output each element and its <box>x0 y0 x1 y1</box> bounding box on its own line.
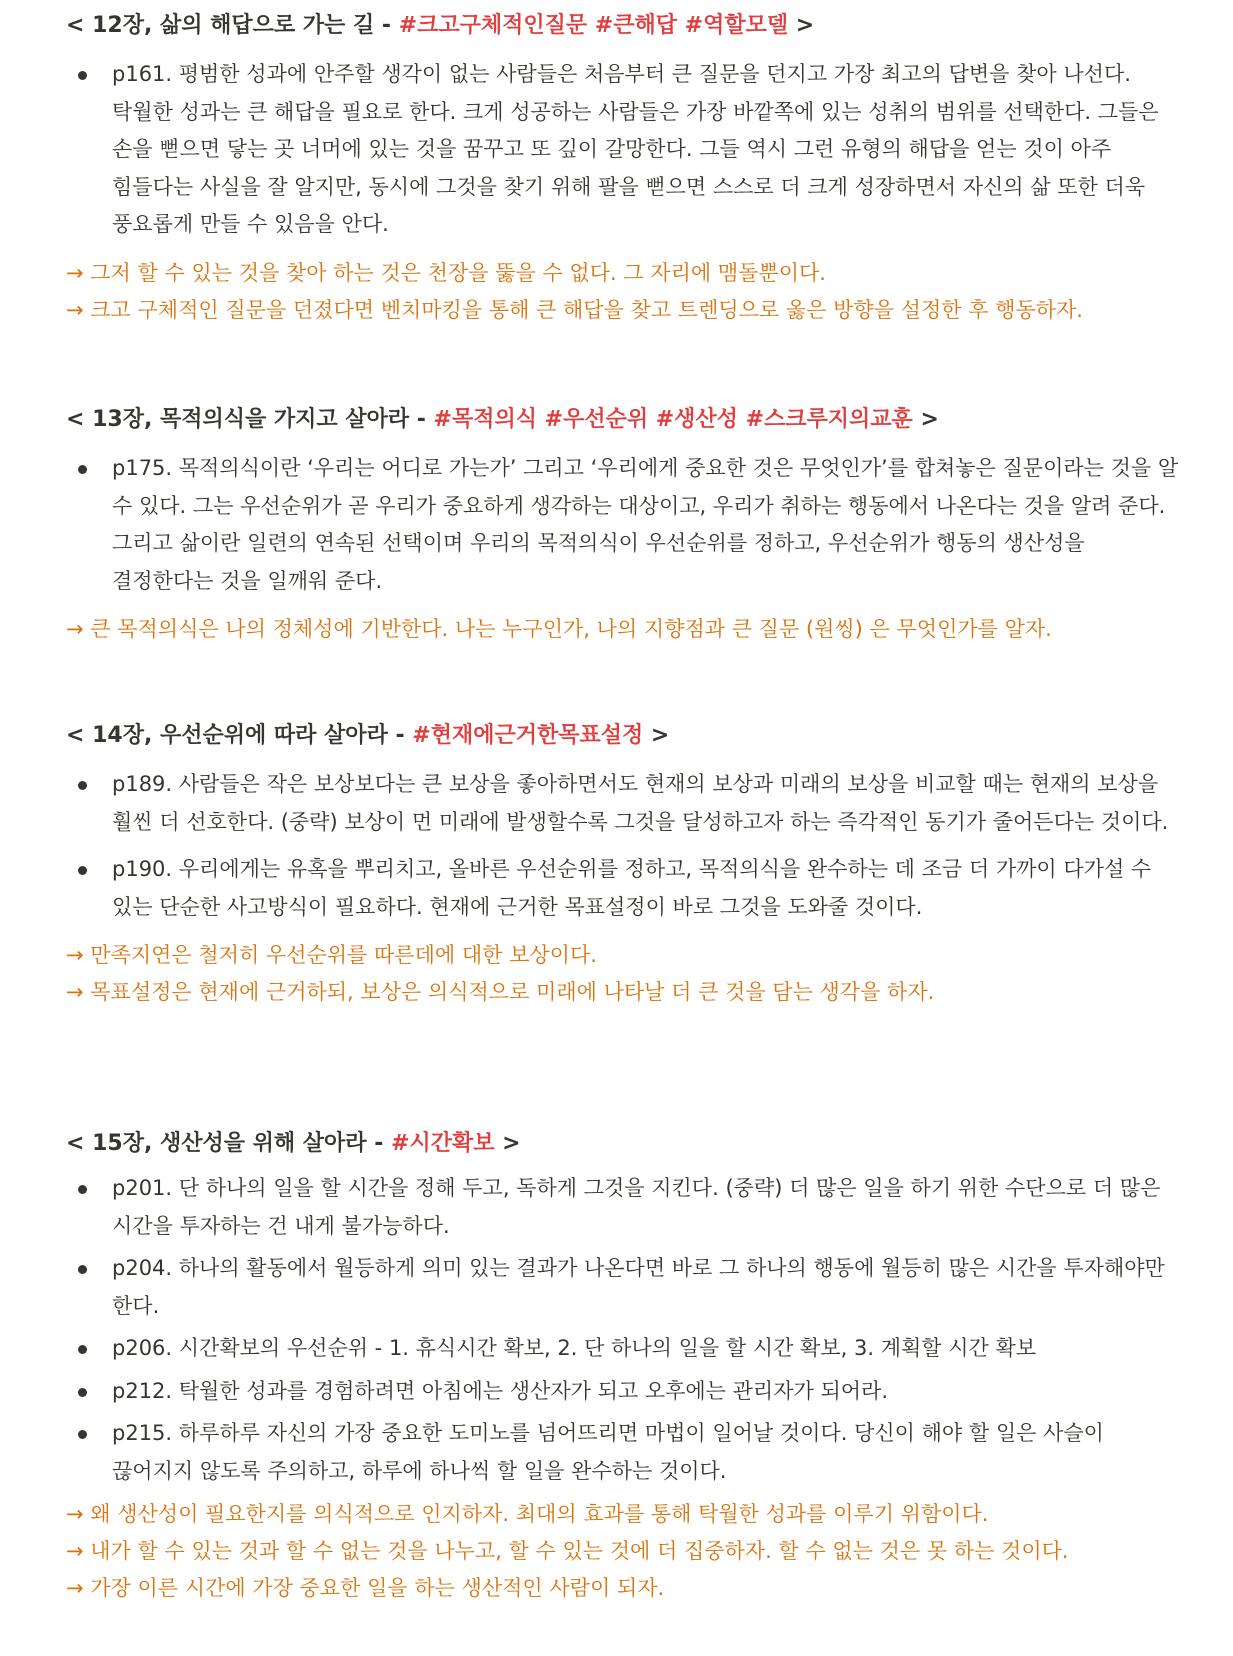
section-heading <box>66 10 1186 42</box>
bullet-list <box>66 450 1186 600</box>
note-line: → 크고 구체적인 질문을 던졌다면 벤치마킹을 통해 큰 해답을 찾고 트렌딩으로 옳은 방향을 설정한 후 행동하자. <box>66 297 1083 322</box>
heading-suffix: > <box>912 407 939 432</box>
note-line: → 내가 할 수 있는 것과 할 수 없는 것을 나누고, 할 수 있는 것에 더 집중하자. 할 수 없는 것은 못 하는 것이다. <box>66 1539 1069 1563</box>
heading-suffix: > <box>788 13 815 38</box>
section-chapter-12 <box>66 10 1186 329</box>
section-heading <box>66 720 1186 752</box>
heading-tags: #시간확보 <box>391 1131 495 1156</box>
heading-prefix: < 12장, 삶의 해답으로 가는 길 - <box>66 13 399 38</box>
heading-prefix: < 13장, 목적의식을 가지고 살아라 - <box>66 407 434 432</box>
list-item: p201. 단 하나의 일을 할 시간을 정해 두고, 독하게 그것을 지킨다. (중략) 더 많은 일을 하기 위한 수단으로 더 많은 시간을 투자하는 건 내게 불가능하다. <box>66 1170 1186 1245</box>
heading-tags: #크고구체적인질문 #큰해답 #역할모델 <box>398 13 789 38</box>
note-line: → 만족지연은 철저히 우선순위를 따른데에 대한 보상이다. <box>66 943 597 967</box>
list-item: p161. 평범한 성과에 안주할 생각이 없는 사람들은 처음부터 큰 질문을 던지고 가장 최고의 답변을 찾아 나선다. 탁월한 성과는 큰 해답을 필요로 한다. 크게 성공하는 사람들은 가장 바깥쪽에 있는 성취의 범위를 선택한다. 그들은 손을 뻗으면 닿는 곳 너머에 있는 것을 꿈꾸고 또 깊이 갈망한다. 그들 역시 그런 유형의 해답을 얻는 것이 아주 힘들다는 사실을 잘 알지만, 동시에 그것을 찾기 위해 팔을 뻗으면 스스로 더 크게 성장하면서 자신의 삶 또한 더욱 풍요롭게 만들 수 있음을 안다. <box>66 56 1186 244</box>
list-item: p204. 하나의 활동에서 월등하게 의미 있는 결과가 나온다면 바로 그 하나의 행동에 월등히 많은 시간을 투자해야만 한다. <box>66 1250 1186 1325</box>
list-item: p215. 하루하루 자신의 가장 중요한 도미노를 넘어뜨리면 마법이 일어날 것이다. 당신이 해야 할 일은 사슬이 끊어지지 않도록 주의하고, 하루에 하나씩 할 일을 완수하는 것이다. <box>66 1415 1186 1490</box>
section-heading <box>66 404 1186 436</box>
bullet-list <box>66 56 1186 244</box>
list-item: p189. 사람들은 작은 보상보다는 큰 보상을 좋아하면서도 현재의 보상과 미래의 보상을 비교할 때는 현재의 보상을 훨씬 더 선호한다. (중략) 보상이 먼 미래에 발생할수록 그것을 달성하고자 하는 즉각적인 동기가 줄어든다는 것이다. <box>66 766 1186 841</box>
list-item: p212. 탁월한 성과를 경험하려면 아침에는 생산자가 되고 오후에는 관리자가 되어라. <box>66 1373 1186 1411</box>
notes <box>66 1496 1186 1607</box>
notes <box>66 937 1186 1011</box>
section-chapter-13 <box>66 404 1186 648</box>
heading-suffix: > <box>643 723 670 748</box>
heading-suffix: > <box>494 1131 521 1156</box>
bullet-list <box>66 766 1186 926</box>
notes <box>66 611 1186 648</box>
section-heading <box>66 1128 1186 1160</box>
section-chapter-15 <box>66 1128 1186 1607</box>
notes <box>66 255 1186 329</box>
section-chapter-14 <box>66 720 1186 1011</box>
note-line: → 왜 생산성이 필요한지를 의식적으로 인지하자. 최대의 효과를 통해 탁월한 성과를 이루기 위함이다. <box>66 1502 989 1526</box>
note-line: → 목표설정은 현재에 근거하되, 보상은 의식적으로 미래에 나타날 더 큰 것을 담는 생각을 하자. <box>66 980 935 1004</box>
heading-prefix: < 15장, 생산성을 위해 살아라 - <box>66 1131 392 1156</box>
note-line: → 가장 이른 시간에 가장 중요한 일을 하는 생산적인 사람이 되자. <box>66 1576 665 1600</box>
heading-tags: #목적의식 #우선순위 #생산성 #스크루지의교훈 <box>433 407 913 432</box>
note-line: → 그저 할 수 있는 것을 찾아 하는 것은 천장을 뚫을 수 없다. 그 자리에 맴돌뿐이다. <box>66 260 826 285</box>
list-item: p190. 우리에게는 유혹을 뿌리치고, 올바른 우선순위를 정하고, 목적의식을 완수하는 데 조금 더 가까이 다가설 수 있는 단순한 사고방식이 필요하다. 현재에 근거한 목표설정이 바로 그것을 도와줄 것이다. <box>66 851 1186 926</box>
bullet-list <box>66 1170 1186 1490</box>
list-item: p175. 목적의식이란 ‘우리는 어디로 가는가’ 그리고 ‘우리에게 중요한 것은 무엇인가’를 합쳐놓은 질문이라는 것을 알 수 있다. 그는 우선순위가 곧 우리가 중요하게 생각하는 대상이고, 우리가 취하는 행동에서 나온다는 것을 알려 준다. 그리고 삶이란 일련의 연속된 선택이며 우리의 목적의식이 우선순위를 정하고, 우선순위가 행동의 생산성을 결정한다는 것을 일깨워 준다. <box>66 450 1186 600</box>
note-line: → 큰 목적의식은 나의 정체성에 기반한다. 나는 누구인가, 나의 지향점과 큰 질문 (원씽) 은 무엇인가를 알자. <box>66 617 1052 641</box>
heading-tags: #현재에근거한목표설정 <box>412 723 644 748</box>
list-item: p206. 시간확보의 우선순위 - 1. 휴식시간 확보, 2. 단 하나의 일을 할 시간 확보, 3. 계획할 시간 확보 <box>66 1330 1186 1368</box>
heading-prefix: < 14장, 우선순위에 따라 살아라 - <box>66 723 413 748</box>
